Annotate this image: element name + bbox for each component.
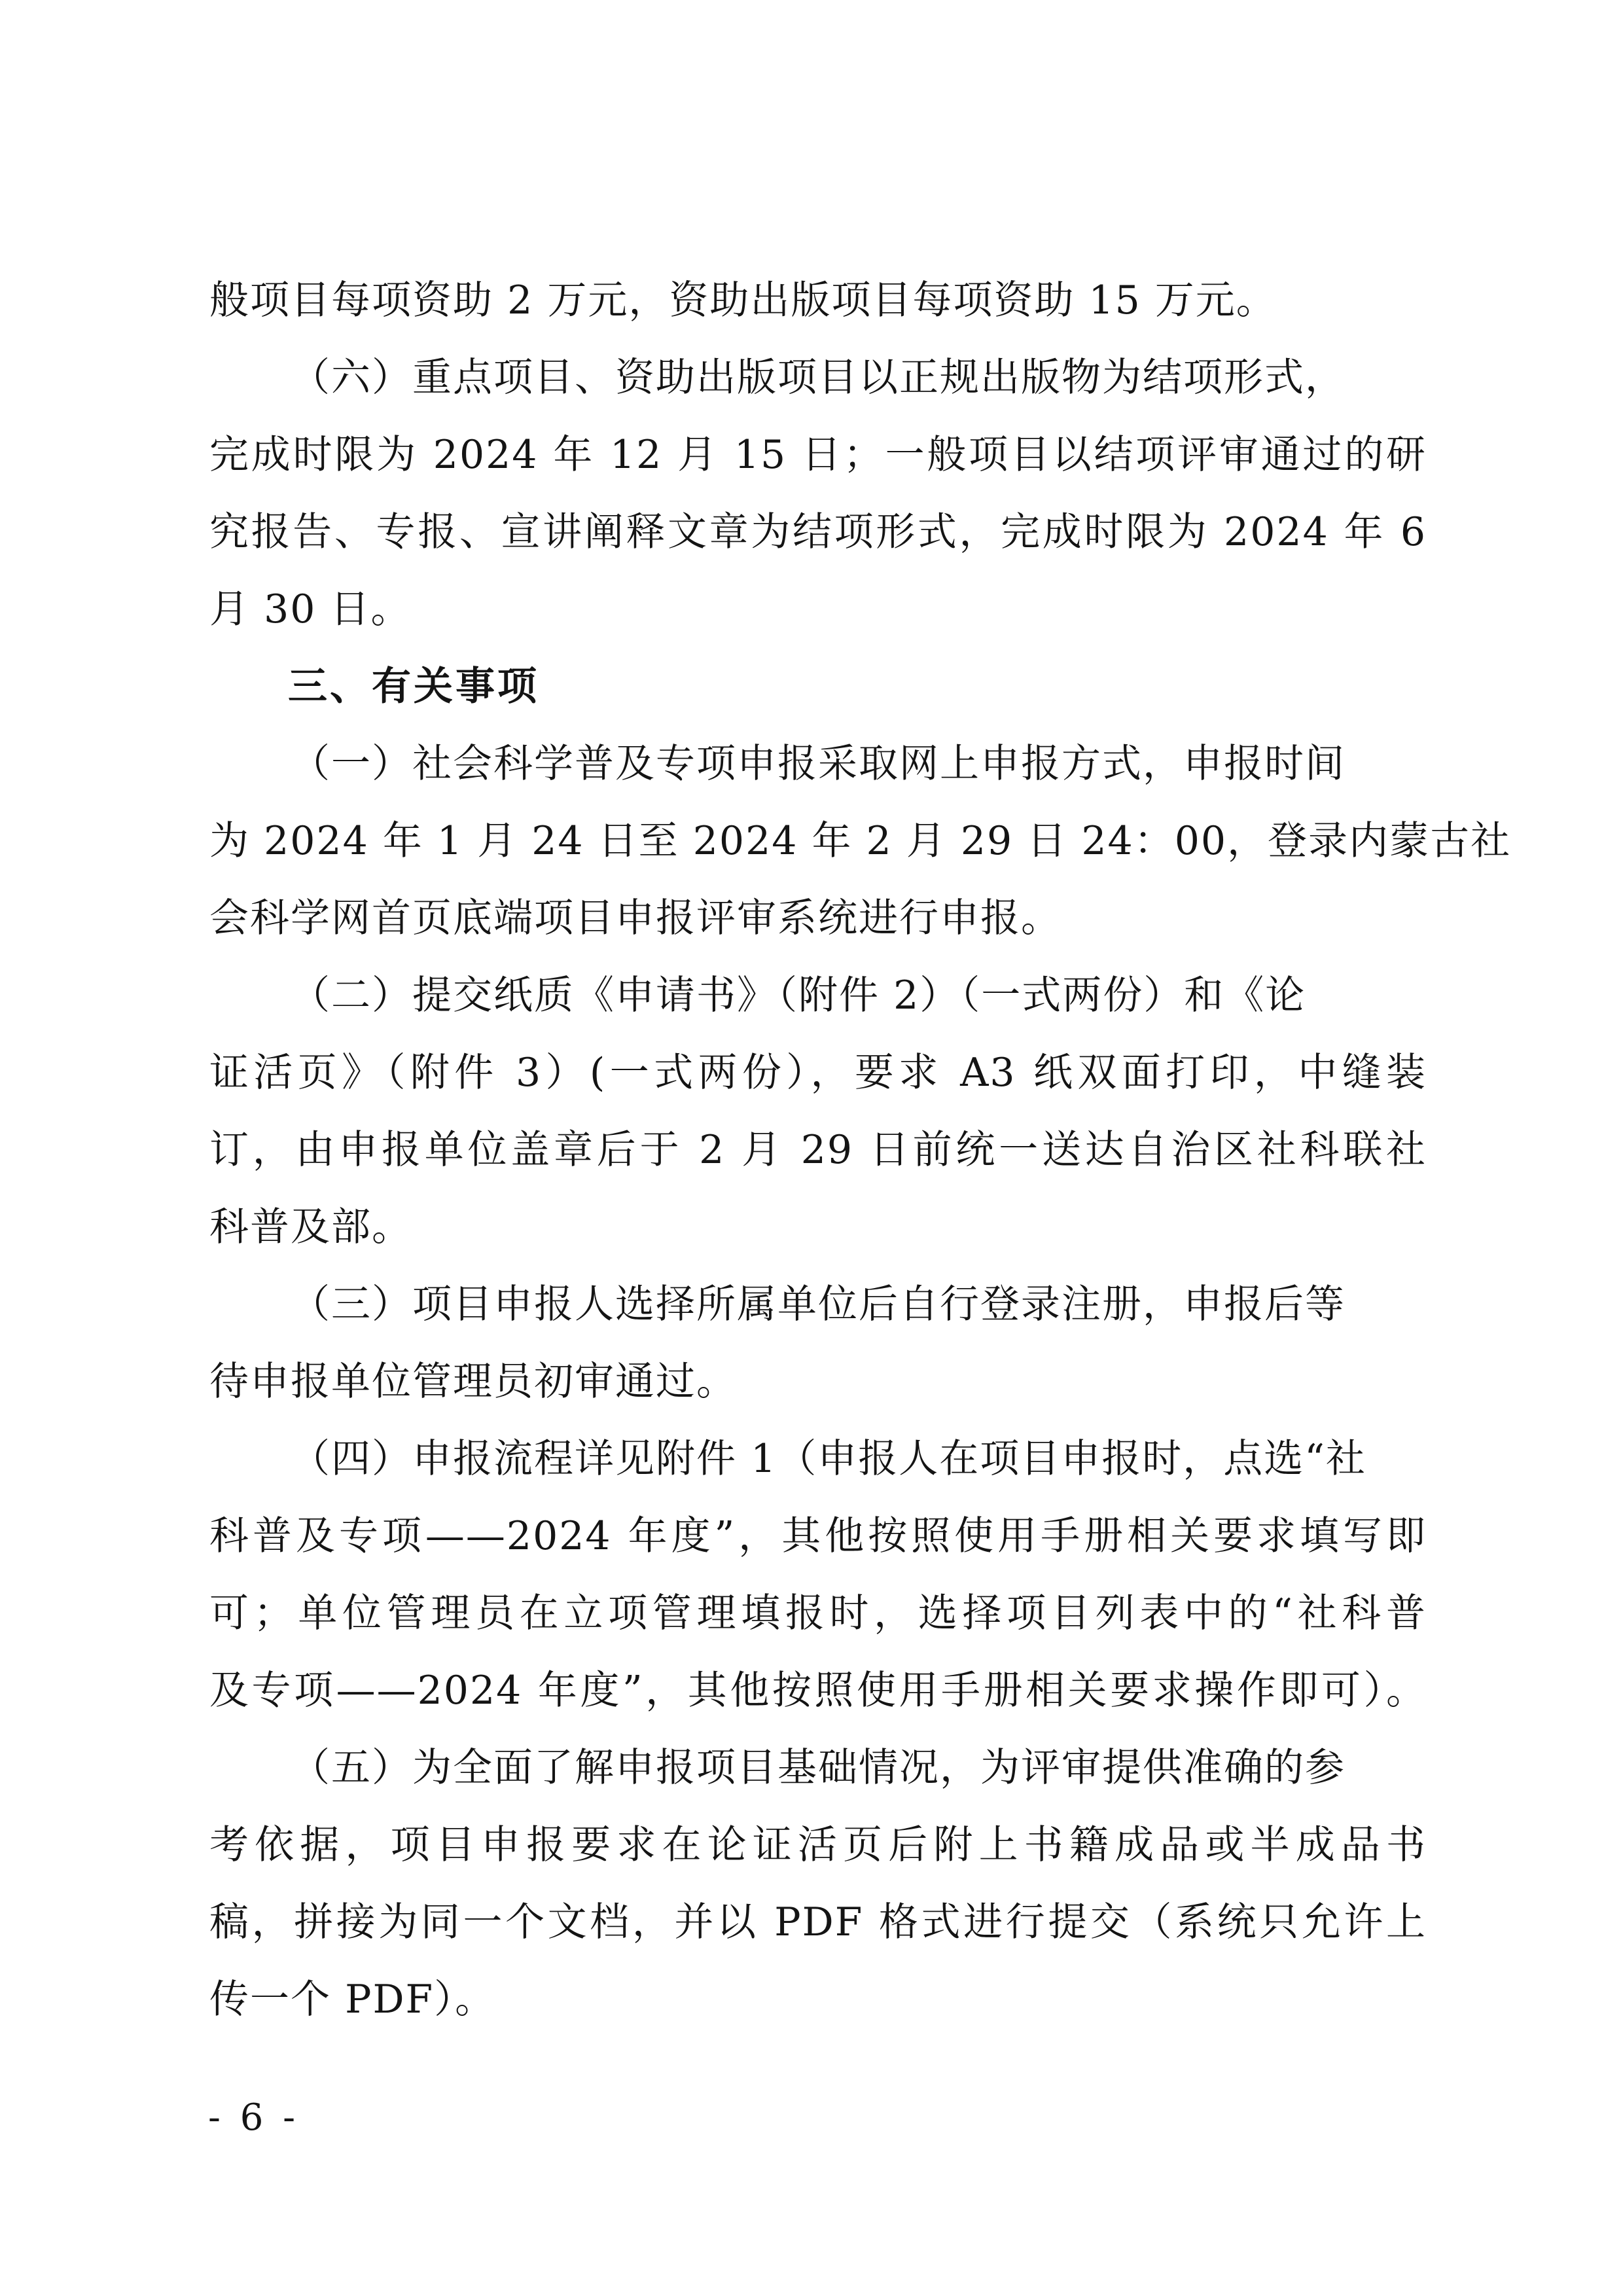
- text-line: 证活页》（附件 3）(一式两份），要求 A3 纸双面打印，中缝装: [209, 1050, 1427, 1096]
- text-line: （一）社会科学普及专项申报采取网上申报方式，申报时间: [291, 741, 1346, 787]
- text-line: （三）项目申报人选择所属单位后自行登录注册，申报后等: [291, 1282, 1346, 1327]
- text-line: （五）为全面了解申报项目基础情况，为评审提供准确的参: [291, 1745, 1346, 1791]
- document-body: [209, 262, 1512, 2038]
- text-line: 科普及部。: [209, 1204, 412, 1250]
- text-line: 月 30 日。: [209, 586, 412, 632]
- text-line: 究报告、专报、宣讲阐释文章为结项形式，完成时限为 2024 年 6: [209, 509, 1427, 555]
- text-line: （四）申报流程详见附件 1（申报人在项目申报时，点选“社: [291, 1436, 1366, 1482]
- text-line: 考依据，项目申报要求在论证活页后附上书籍成品或半成品书: [209, 1822, 1427, 1868]
- text-line: （二）提交纸质《申请书》（附件 2）（一式两份）和《论: [291, 973, 1306, 1018]
- text-line: 可；单位管理员在立项管理填报时，选择项目列表中的“社科普: [209, 1590, 1427, 1636]
- page-number: - 6 -: [208, 2096, 300, 2139]
- text-line: 稿，拼接为同一个文档，并以 PDF 格式进行提交（系统只允许上: [209, 1899, 1427, 1945]
- text-line: 科普及专项——2024 年度”，其他按照使用手册相关要求填写即: [209, 1513, 1427, 1559]
- text-line: 订，由申报单位盖章后于 2 月 29 日前统一送达自治区社科联社: [209, 1127, 1427, 1173]
- section-heading: 三、有关事项: [288, 664, 539, 709]
- text-line: 会科学网首页底端项目申报评审系统进行申报。: [209, 895, 1061, 941]
- text-line: 传一个 PDF）。: [209, 1977, 496, 2022]
- text-line: 及专项——2024 年度”，其他按照使用手册相关要求操作即可）。: [209, 1668, 1427, 1713]
- text-line: 待申报单位管理员初审通过。: [209, 1359, 737, 1405]
- text-line: 为 2024 年 1 月 24 日至 2024 年 2 月 29 日 24：00，登录内蒙古社: [209, 818, 1512, 864]
- text-line: （六）重点项目、资助出版项目以正规出版物为结项形式，: [291, 355, 1346, 401]
- text-line: 完成时限为 2024 年 12 月 15 日；一般项目以结项评审通过的研: [209, 432, 1427, 478]
- text-line: 般项目每项资助 2 万元，资助出版项目每项资助 15 万元。: [209, 278, 1277, 323]
